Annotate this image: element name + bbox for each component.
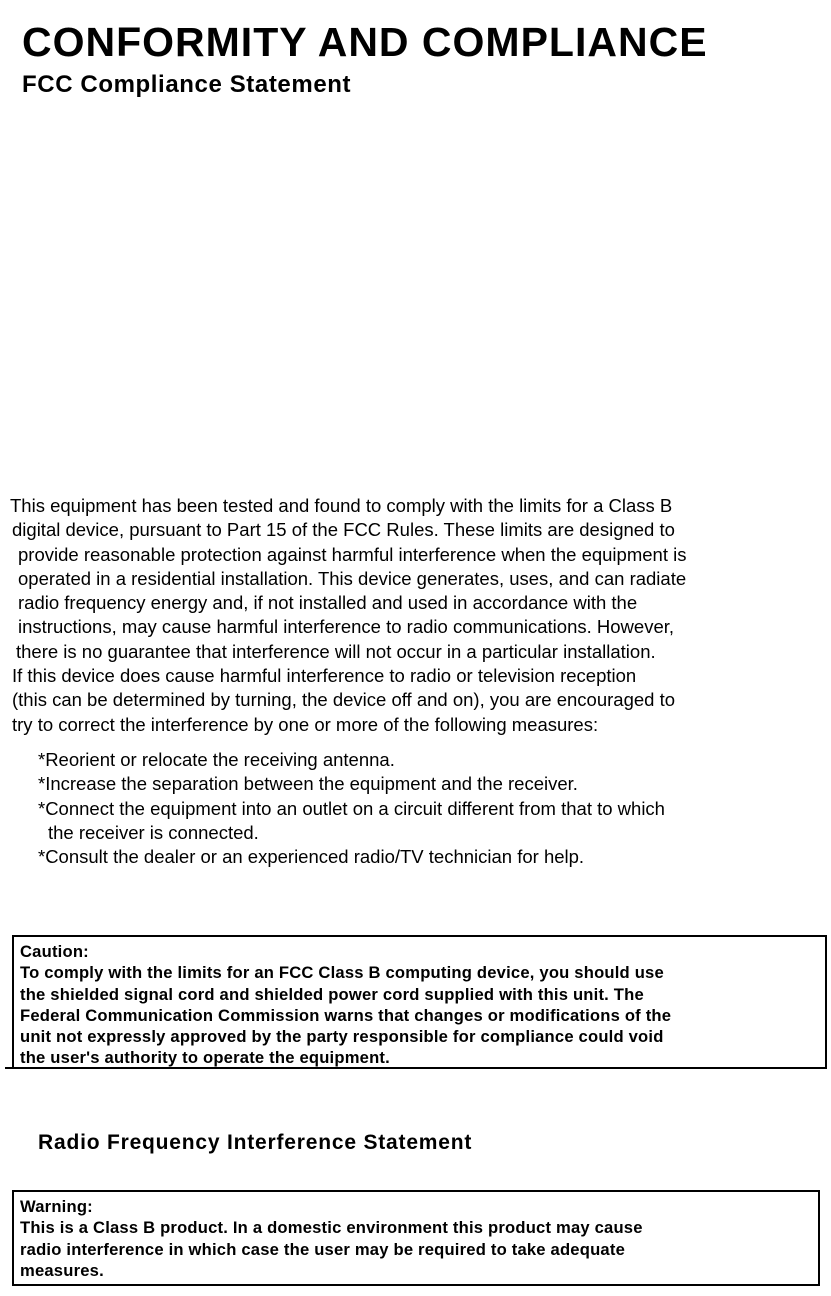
list-item: *Increase the separation between the equipment and the receiver. [38,773,578,795]
paragraph-line: instructions, may cause harmful interference to radio communications. However, [18,616,675,638]
caution-line: To comply with the limits for an FCC Class B computing device, you should use [20,963,664,983]
caution-line: unit not expressly approved by the party responsible for compliance could void [20,1027,664,1047]
document-title: CONFORMITY AND COMPLIANCE [22,19,708,65]
paragraph-line: digital device, pursuant to Part 15 of the FCC Rules. These limits are designed to [12,519,675,541]
caution-line: the user's authority to operate the equipment. [20,1048,390,1068]
paragraph-line: try to correct the interference by one or more of the following measures: [12,713,599,735]
paragraph-line: This equipment has been tested and found to comply with the limits for a Class B [10,495,673,516]
fcc-statement-paragraph [10,494,822,737]
paragraph-line: If this device does cause harmful interference to radio or television reception [12,665,637,687]
warning-line: This is a Class B product. In a domestic environment this product may cause [20,1218,643,1238]
caution-box [12,935,827,1069]
list-item: *Reorient or relocate the receiving antenna. [38,749,395,770]
rfi-statement-heading: Radio Frequency Interference Statement [38,1131,473,1154]
warning-line: measures. [20,1260,104,1280]
interference-measures-list [38,748,818,869]
caution-underline-rule [5,1067,19,1069]
paragraph-line: operated in a residential installation. This device generates, uses, and can radiate [18,567,687,589]
list-item-continuation: the receiver is connected. [48,821,259,843]
paragraph-line: (this can be determined by turning, the device off and on), you are encouraged to [12,689,676,711]
paragraph-line: radio frequency energy and, if not installed and used in accordance with the [18,592,638,614]
paragraph-line: provide reasonable protection against harmful interference when the equipment is [18,543,687,565]
warning-label: Warning: [20,1197,93,1216]
list-item: *Consult the dealer or an experienced radio/TV technician for help. [38,846,585,868]
fcc-compliance-subtitle: FCC Compliance Statement [22,71,352,98]
warning-line: radio interference in which case the user may be required to take adequate [20,1239,625,1259]
caution-line: Federal Communication Commission warns that changes or modifications of the [20,1005,672,1025]
caution-line: the shielded signal cord and shielded power cord supplied with this unit. The [20,984,644,1004]
list-item: *Connect the equipment into an outlet on a circuit different from that to which [38,797,665,819]
paragraph-line: there is no guarantee that interference will not occur in a particular installation. [16,640,656,662]
warning-box [12,1190,820,1286]
caution-label: Caution: [20,942,89,961]
